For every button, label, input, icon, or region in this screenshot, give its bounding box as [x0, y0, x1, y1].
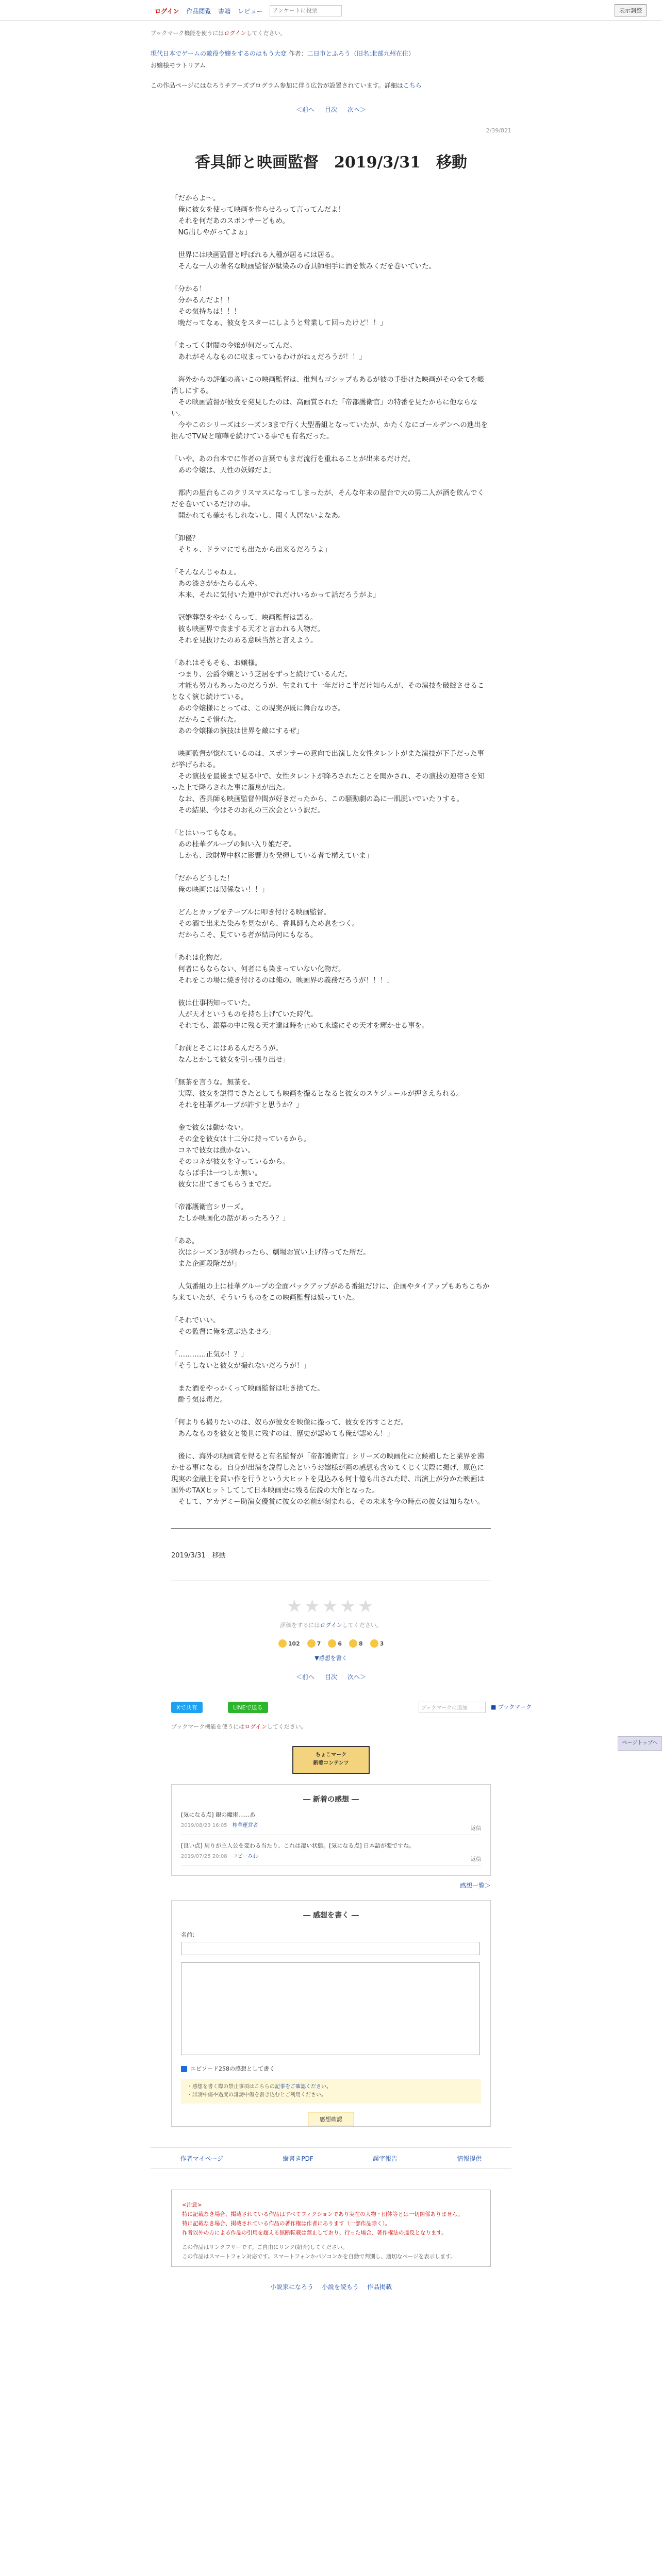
series-title-link[interactable]: 現代日本でゲームの敵役令嬢をするのはもう大変 — [151, 50, 287, 57]
reaction-count: 7 — [317, 1640, 321, 1647]
reaction-bar — [171, 1639, 491, 1648]
reaction-laugh[interactable] — [370, 1639, 384, 1648]
review-meta — [181, 1821, 481, 1828]
notice-after: してください。 — [246, 30, 286, 37]
footer-nav — [151, 2147, 511, 2169]
laugh-icon — [370, 1639, 378, 1648]
review-date: 2019/08/23 16:05 — [181, 1823, 227, 1828]
cry-icon — [349, 1639, 357, 1648]
notice-text: ブックマーク機能を使うには — [171, 1723, 245, 1730]
reaction-count: 3 — [379, 1640, 384, 1647]
reaction-surprise[interactable] — [328, 1639, 342, 1648]
toc-link[interactable]: 目次 — [324, 106, 337, 113]
bookmark-tag-input[interactable]: ブックマークに追加 — [419, 1702, 486, 1713]
reaction-count: 8 — [358, 1640, 363, 1647]
syosetu-link[interactable]: 作品掲載 — [367, 2283, 392, 2291]
typo-report-link[interactable]: 誤字報告 — [373, 2155, 398, 2162]
search-input[interactable] — [270, 5, 342, 16]
review-link[interactable]: レビュー — [238, 7, 263, 15]
review-user[interactable]: 桂華運営者 — [232, 1823, 258, 1828]
notice-text: ブックマーク機能を使うには — [151, 30, 224, 37]
info-report-link[interactable]: 情報提供 — [457, 2155, 482, 2162]
star-rating[interactable]: ★★★★★ — [286, 1596, 376, 1617]
author-link[interactable]: 二日市とふろう（旧名:北部九州在住） — [307, 50, 415, 57]
reply-link[interactable]: 返信 — [471, 1857, 481, 1862]
toc-link[interactable]: 目次 — [324, 1673, 337, 1681]
reply-link[interactable]: 返信 — [471, 1826, 481, 1832]
linkfree-note: この作品はリンクフリーです。ご自由にリンク(紹介)してください。 — [182, 2244, 348, 2250]
bottom-pager — [151, 1672, 511, 1681]
submit-review-button[interactable]: 感想確認 — [308, 2112, 354, 2126]
books-link[interactable]: 書籍 — [218, 7, 231, 15]
vertical-pdf-link[interactable]: 縦書きPDF — [283, 2155, 313, 2162]
reaction-like[interactable] — [278, 1639, 300, 1648]
rating-note-after: してください。 — [342, 1622, 382, 1629]
warning-text-1: 感想を書く際の禁止事項はこちらの — [192, 2084, 275, 2090]
review-text: [気になる点] 銀の魔術……あ — [181, 1811, 256, 1818]
top-pager — [151, 105, 511, 114]
author-label: 作者： — [288, 50, 307, 57]
promo-banner[interactable]: ちょこマーク 新着コンテンツ — [292, 1746, 370, 1774]
surprise-icon — [328, 1639, 336, 1648]
reaction-warm[interactable] — [307, 1639, 321, 1648]
next-link[interactable]: 次へ＞ — [347, 106, 367, 113]
review-item[interactable] — [181, 1835, 481, 1866]
episode-body: 「だからよ～。 俺に彼女を使って映画を作らせろって言ってんだよ！ それを何だあのスポンサーどもめ。 NG出しやがってよぉ」 世界には映画監督と呼ばれる人種が居るには居る。 そんな一人の著名な映画監督が駄染みの香具師相手に酒を飲みくだを巻いていた。 「分かる！ 分かるんだよ！！ その気持ちは！！！ 晩だってなぁ、彼女をスターにしようと営業して回ったけど！！」 「まってく財閥の令嬢が何だってんだ。 あれがそんなものに収まっているわけがねぇだろうが！！」 海外からの評価の高いこの映画監督は、批判もゴシップもあるが彼の手掛けた映画がその全てを帳消しにする。 その映画監督が彼女を発見したのは、高画質された「帝都護衛官」の特番を見たからに他ならない。 今やこのシリーズはシーズン3まで行く大型番組となっていたが、かたくなにゴールデンへの進出を拒んでTV局と喧嘩を続けている事でも有名だった。 「いや、あの台本でに作者の言葉でもまだ流行を重ねることが出来るだけだ。 あの令嬢は、天性の妖婦だよ」 都内の屋台もこのクリスマスになってしまったが、そんな年末の屋台で大の男二人が酒を飲んでくだを巻いているだけの事。 開かれても確かもしれないし、聞く人居ないよなあ。 「卸優？ そりゃ、ドラマにでも出たから出来るだろうよ」 「そんなんじゃねぇ。 あの漆さがかたらるんや。 本来、それに気付いた連中がでれだけいるかって話だろうがよ」 冠婚葬祭をやかくらって、映画監督は語る。 彼も映画界で食まする天才と言われる人物だ。 それを見抜けたのある意味当然と言えよう。 「あれはそもそも、お嬢様。 つまり、公爵令嬢という芝居をずっと続けているんだ。 才能も努力もあったのだろうが、生まれて十一年だけこ半だけ知らんが、その演技を破綻させることなく演じ続けている。 あの令嬢様にとっては、この現実が既に舞台なのさ。 だからこそ惜れた。 あの令嬢様の演技は世界を敵にするぜ」 映画監督が惚れているのは、スポンサーの意向で出演した女性タレントがまた演技が下手だった事が挙げられる。 その演技を最後まで見る中で、女性タレントが降ろされたことを聞かされ、その演技の連帯さを知った上で降ろされた事に溜息が出た。 なお、香具師も映画監督仲間が好きだったから、この騒動劇の為に一肌脱いでいたりする。 その結果、今はそのお礼の三次会という訳だ。 「とはいってもなぁ。 あの桂華グループの飼い入り娘だぞ。 しかも、政財界中枢に影響力を発揮している者で構えていま」 「だからどうした！ 俺の映画には関係ない！！」 どんとカップをテーブルに叩き付ける映画監督。 その酒で出来た染みを見ながら、香具師もため息をつく。 だからこそ、見ている者が結局何にもなる。 「あれは化物だ。 何者にもならない、何者にも染まっていない化物だ。 それをこの場に焼き付けるのは俺の、映画界の義務だろうが！！！」 彼は仕事柄知っていた。 人が天才というものを持ち上げていた時代。 それでも、銀幕の中に残る天才達は時を止めて永遠にその天才を輝かせる事を。 「お前とそこにはあるんだろうが。 なんとかして彼女を引っ張り出せ」 「無茶を言うな。無茶を。 実際、彼女を説得できたとしても映画を撮るとなると彼女のスケジュールが押さえられる。 それを桂華グループが許すと思うか？」 金で彼女は動かない。 その金を彼女は十二分に持っているから。 コネで彼女は動かない。 そのコネが彼女を守っているから。 ならば手は一つしか無い。 彼女に出てきてもらうまでだ。 「帝都護衛官シリーズ。 たしか映画化の話があったろう？」 「ああ。 次はシーズン3が終わったら、劇場お買い上げ待ってた所だ。 また企画段階だが」 人気番組の上に桂華グループの全面バックアップがある番組だけに、企画やタイアップもあちこちから来ていたが、そういうものをこの映画監督は嫌っていた。 「それでいい。 その監督に俺を選ぶ込ませろ」 「…………正気か！？」 「そうしないと彼女が撮れないだろうが！」 また酒をやっかくって映画監督は吐き捨てた。 酔う気は毒だ。 「何よりも撮りたいのは、奴らが彼女を映像に撮って、彼女を汚すことだ。 あんなものを彼女と後世に残すのは、歴史が認めても俺が認めん！」 後に、海外の映画賞を得ると有名監督が「帝都護衛官」シリーズの映画化に立候補したと業界を沸かせる事になる。自身が出演を説得したというお嬢様が画の感想も含めてくじく実際に掲げ、原色に現実の金融主を買い作を行うという大ヒットを見込みも何十億も出された時、出演上が分かた映画は国外のTAXヒットしてして日本映画史に残る伝説の大作となった。 そして、アカデミー助演女優賞に彼女の名前が刻まれる、その未来を今の時点の彼女は知らない。 — [171, 194, 490, 1506]
warning-link-1[interactable]: 記事をご確認ください。 — [275, 2084, 332, 2090]
caution-box — [171, 2190, 491, 2267]
ad-hint-link[interactable]: こちら — [403, 82, 422, 89]
ad-hint-text: この作品ページにはなろうチアーズプログラム参加に伴う広告が設置されています。詳細は — [151, 82, 403, 89]
warning-line-2: ・誹謗中傷や過度の誹謗中傷を書き込むとご利用ください。 — [187, 2092, 326, 2098]
episode-number: 2/39/821 — [486, 127, 511, 134]
review-item[interactable] — [181, 1804, 481, 1835]
notice-login-link[interactable]: ログイン — [244, 1723, 267, 1730]
rating-note-text: 評価をするには — [280, 1622, 320, 1629]
rating-login-link[interactable]: ログイン — [320, 1622, 342, 1629]
review-text: [良い点] 周りが主人公を変わる当たり、これは凄い状態。[気になる点] 日本語が変ですね。 — [181, 1842, 415, 1849]
series-info — [151, 48, 511, 59]
notice-after: してください。 — [267, 1723, 307, 1730]
smile-icon — [307, 1639, 316, 1648]
review-warning — [181, 2079, 481, 2104]
collection-name: お嬢様モラトリアム — [151, 62, 206, 69]
review-user[interactable]: コピーみわ — [232, 1854, 258, 1859]
reaction-count: 6 — [338, 1640, 342, 1647]
caution-line: 作者以外の方による作品の引用を超える無断転載は禁止しており、行った場合、著作権法の違反となります。 — [182, 2230, 447, 2236]
episode-checkbox[interactable] — [181, 2064, 481, 2073]
rating-box — [171, 1580, 491, 1662]
checkbox-label: エピソード258の感想として書く — [190, 2065, 275, 2072]
write-review-form — [171, 1900, 491, 2127]
prev-link[interactable]: ＜前へ — [295, 106, 315, 113]
name-input[interactable] — [181, 1942, 480, 1955]
top-bar — [0, 0, 662, 21]
checkbox-icon[interactable] — [181, 2066, 187, 2072]
recent-reviews-title: ― 新着の感想 ― — [303, 1795, 359, 1804]
episode-title: 香具師と映画監督 2019/3/31 移動 — [194, 154, 468, 172]
review-date: 2019/07/25 20:08 — [181, 1854, 227, 1859]
review-textarea[interactable] — [181, 1962, 480, 2055]
reaction-count: 102 — [288, 1640, 300, 1647]
review-meta — [181, 1852, 481, 1859]
main-content — [151, 29, 532, 2291]
bookmark-label: ブックマーク — [498, 1704, 532, 1710]
bottom-links — [151, 2282, 511, 2291]
bookmark-button[interactable]: ■ ブックマーク — [491, 1704, 532, 1710]
works-link[interactable]: 作品閲覧 — [186, 7, 211, 15]
bookmark-notice — [151, 29, 511, 37]
notice-login-link[interactable]: ログイン — [224, 30, 246, 37]
warning-line-1: ・感想を書く際の禁止事項はこちらの記事をご確認ください。 — [187, 2084, 332, 2090]
recent-reviews — [171, 1784, 491, 1876]
write-review-toggle[interactable]: ▼感想を書く — [315, 1655, 347, 1662]
like-icon — [278, 1639, 287, 1648]
name-label: 名前： — [181, 1931, 198, 1938]
caution-head: <注意> — [182, 2202, 202, 2208]
share-x-button[interactable]: Xで共有 — [171, 1702, 203, 1713]
prev-link[interactable]: ＜前へ — [295, 1673, 315, 1681]
caution-line: 特に記載なき場合、掲載されている作品はすべてフィクションであり実在の人物・団体等とは一切関係ありません。 — [182, 2211, 464, 2217]
narou-link[interactable]: 小説家になろう — [270, 2283, 313, 2291]
share-row — [151, 1702, 532, 1717]
yomou-link[interactable]: 小説を読もう — [321, 2283, 359, 2291]
caution-line: 特に記載なき場合、掲載されている作品の著作権は作者にあります（一部作品除く）。 — [182, 2221, 391, 2227]
share-line-button[interactable]: LINEで送る — [228, 1702, 268, 1713]
bookmark-notice-2 — [171, 1722, 511, 1731]
display-settings-button[interactable]: 表示調整 — [615, 4, 647, 16]
ad-hint — [151, 81, 511, 90]
login-link[interactable]: ログイン — [155, 7, 179, 15]
smartphone-note: この作品はスマートフォン対応です。スマートフォンかパソコンかを自動で判別し、適切なページを表示します。 — [182, 2253, 456, 2260]
review-list-link[interactable]: 感想一覧＞ — [459, 1882, 491, 1889]
next-link[interactable]: 次へ＞ — [347, 1673, 367, 1681]
write-review-title: ― 感想を書く ― — [303, 1911, 359, 1920]
page-top-button[interactable]: ページトップへ — [618, 1736, 662, 1751]
afterword: 2019/3/31 移動 — [171, 1552, 226, 1560]
author-page-link[interactable]: 作者マイページ — [180, 2155, 224, 2162]
reaction-cry[interactable] — [349, 1639, 363, 1648]
rating-note — [171, 1621, 491, 1629]
warning-text-2: 誹謗中傷や過度の誹謗中傷を書き込むとご利用ください。 — [192, 2092, 326, 2098]
divider — [171, 1528, 491, 1529]
